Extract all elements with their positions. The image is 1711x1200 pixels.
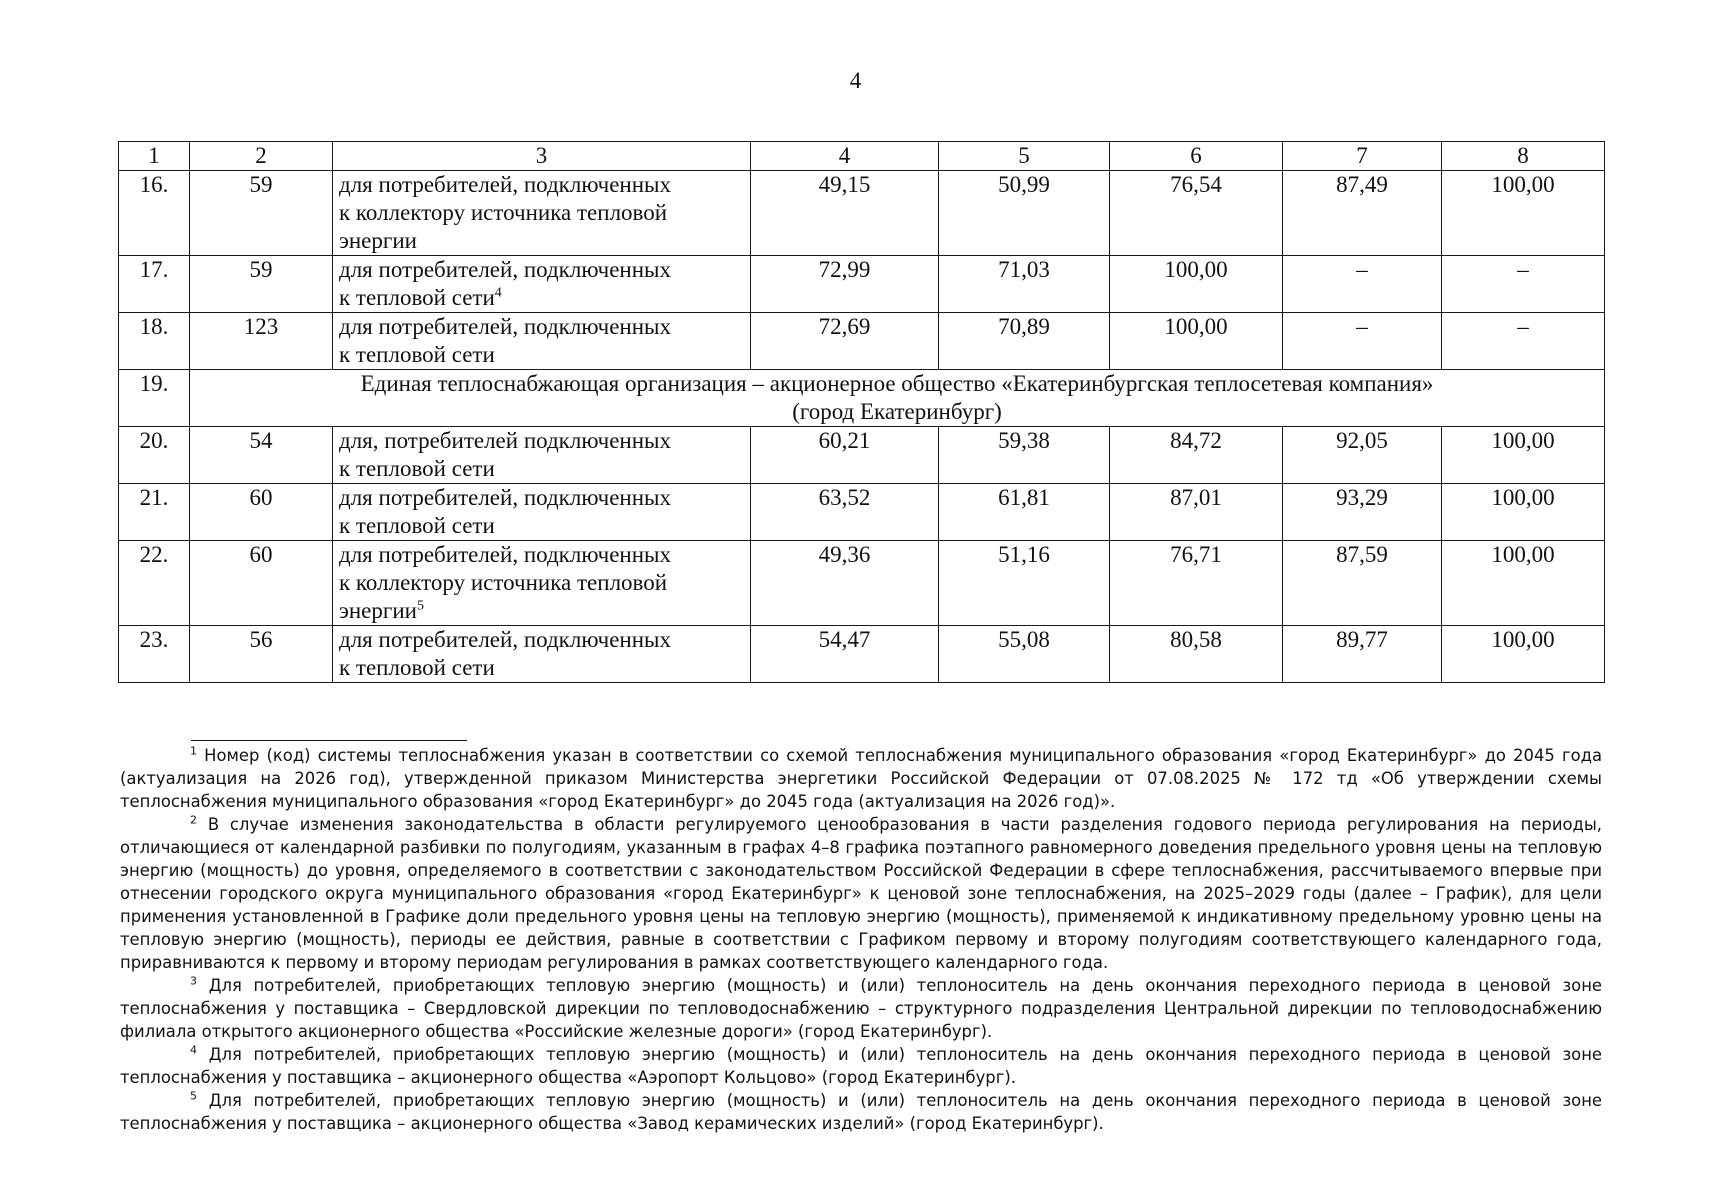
value-cell: 87,59	[1283, 541, 1442, 626]
value-cell: 87,49	[1283, 171, 1442, 256]
consumer-description-cell: для потребителей, подключенных к тепловой сети	[333, 313, 751, 370]
footnote-mark: 1	[190, 744, 197, 758]
system-code-cell: 60	[190, 541, 333, 626]
table-section-row	[119, 370, 1605, 427]
row-number-cell: 23.	[119, 626, 190, 683]
row-number-cell: 19.	[119, 370, 190, 427]
value-cell: 100,00	[1442, 484, 1605, 541]
value-cell: 76,54	[1110, 171, 1283, 256]
value-cell: 100,00	[1442, 171, 1605, 256]
value-cell: –	[1442, 256, 1605, 313]
consumer-description-cell: для потребителей, подключенных к коллектору источника тепловой энергии	[333, 171, 751, 256]
table-header-row	[119, 142, 1605, 171]
value-cell: 100,00	[1110, 313, 1283, 370]
system-code-cell: 59	[190, 256, 333, 313]
value-cell: 61,81	[939, 484, 1110, 541]
system-code-cell: 54	[190, 427, 333, 484]
row-number-cell: 18.	[119, 313, 190, 370]
footnote-text: Для потребителей, приобретающих тепловую энергию (мощность) и (или) теплоноситель на день окончания переходного периода в ценовой зоне теплоснабжения у поставщика – акционерного общества «Завод керамических изделий» (город Екатеринбург).	[120, 1091, 1602, 1133]
footnote	[120, 974, 1602, 1043]
value-cell: 49,36	[751, 541, 939, 626]
consumer-description-cell: для потребителей, подключенных к тепловой сети	[333, 626, 751, 683]
section-heading-cell: Единая теплоснабжающая организация – акционерное общество «Екатеринбургская теплосетевая компания» (город Екатеринбург)	[190, 370, 1605, 427]
system-code-cell: 123	[190, 313, 333, 370]
footnote-reference: 5	[416, 598, 424, 614]
value-cell: 70,89	[939, 313, 1110, 370]
footnote	[120, 1043, 1602, 1089]
value-cell: 51,16	[939, 541, 1110, 626]
value-cell: 76,71	[1110, 541, 1283, 626]
value-cell: 89,77	[1283, 626, 1442, 683]
value-cell: 93,29	[1283, 484, 1442, 541]
footnotes	[120, 744, 1602, 1135]
value-cell: 100,00	[1442, 626, 1605, 683]
header-cell: 7	[1283, 142, 1442, 171]
footnote	[120, 1089, 1602, 1135]
header-cell: 5	[939, 142, 1110, 171]
row-number-cell: 17.	[119, 256, 190, 313]
value-cell: 60,21	[751, 427, 939, 484]
value-cell: 55,08	[939, 626, 1110, 683]
footnote	[120, 813, 1602, 974]
table-row	[119, 256, 1605, 313]
footnote-mark: 5	[190, 1089, 197, 1103]
table-row	[119, 171, 1605, 256]
footnote-mark: 3	[190, 974, 197, 988]
value-cell: 63,52	[751, 484, 939, 541]
value-cell: 100,00	[1442, 427, 1605, 484]
footnote-reference: 4	[494, 285, 502, 301]
value-cell: 72,99	[751, 256, 939, 313]
value-cell: –	[1442, 313, 1605, 370]
row-number-cell: 20.	[119, 427, 190, 484]
header-cell: 3	[333, 142, 751, 171]
footnote-text: В случае изменения законодательства в области регулируемого ценообразования в части разделения годового периода регулирования на периоды, отличающиеся от календарной разбивки по полугодиям, указанным в графах 4–8 графика поэтапного равномерного доведения предельного уровня цены на тепловую энергию (мощность) до уровня, определяемого в соответствии с законодательством Российской Федерации в сфере теплоснабжения, рассчитываемого впервые при отнесении городского округа муниципального образования «город Екатеринбург» к ценовой зоне теплоснабжения, на 2025–2029 годы (далее – График), для цели применения установленной в Графике доли предельного уровня цены на тепловую энергию (мощность), применяемой к индикативному предельному уровню цены на тепловую энергию (мощность), периоды ее действия, равные в соответствии с Графиком первому и второму полугодиям соответствующего календарного года, приравниваются к первому и второму периодам регулирования в рамках соответствующего календарного года.	[120, 815, 1602, 972]
header-cell: 6	[1110, 142, 1283, 171]
footnote-mark: 2	[190, 813, 197, 827]
page-number: 4	[849, 68, 862, 93]
value-cell: 50,99	[939, 171, 1110, 256]
value-cell: 87,01	[1110, 484, 1283, 541]
system-code-cell: 59	[190, 171, 333, 256]
footnote	[120, 744, 1602, 813]
consumer-description-cell: для потребителей, подключенных к тепловой сети$^4$	[333, 256, 751, 313]
table-row	[119, 541, 1605, 626]
value-cell: –	[1283, 313, 1442, 370]
value-cell: 100,00	[1110, 256, 1283, 313]
row-number-cell: 22.	[119, 541, 190, 626]
header-cell: 2	[190, 142, 333, 171]
value-cell: –	[1283, 256, 1442, 313]
footnote-text: Для потребителей, приобретающих тепловую энергию (мощность) и (или) теплоноситель на день окончания переходного периода в ценовой зоне теплоснабжения у поставщика – акционерного общества «Аэропорт Кольцово» (город Екатеринбург).	[120, 1045, 1602, 1087]
consumer-description-cell: для потребителей, подключенных к коллектору источника тепловой энергии$^5$	[333, 541, 751, 626]
value-cell: 71,03	[939, 256, 1110, 313]
value-cell: 100,00	[1442, 541, 1605, 626]
value-cell: 72,69	[751, 313, 939, 370]
header-cell: 8	[1442, 142, 1605, 171]
header-cell: 4	[751, 142, 939, 171]
footnote-mark: 4	[190, 1043, 197, 1057]
value-cell: 54,47	[751, 626, 939, 683]
table-row	[119, 427, 1605, 484]
footnote-separator	[191, 740, 467, 741]
value-cell: 49,15	[751, 171, 939, 256]
system-code-cell: 56	[190, 626, 333, 683]
table-row	[119, 484, 1605, 541]
consumer-description-cell: для, потребителей подключенных к тепловой сети	[333, 427, 751, 484]
value-cell: 59,38	[939, 427, 1110, 484]
table-row	[119, 313, 1605, 370]
header-cell: 1	[119, 142, 190, 171]
value-cell: 80,58	[1110, 626, 1283, 683]
row-number-cell: 16.	[119, 171, 190, 256]
consumer-description-cell: для потребителей, подключенных к тепловой сети	[333, 484, 751, 541]
table-row	[119, 626, 1605, 683]
value-cell: 92,05	[1283, 427, 1442, 484]
system-code-cell: 60	[190, 484, 333, 541]
footnote-text: Для потребителей, приобретающих тепловую энергию (мощность) и (или) теплоноситель на день окончания переходного периода в ценовой зоне теплоснабжения у поставщика – Свердловской дирекции по тепловодоснабжению – структурного подразделения Центральной дирекции по тепловодоснабжению филиала открытого акционерного общества «Российские железные дороги» (город Екатеринбург).	[120, 976, 1602, 1041]
row-number-cell: 21.	[119, 484, 190, 541]
footnote-text: Номер (код) системы теплоснабжения указан в соответствии со схемой теплоснабжения муниципального образования «город Екатеринбург» до 2045 года (актуализация на 2026 год), утвержденной приказом Министерства энергетики Российской Федерации от 07.08.2025 № 172 тд «Об утверждении схемы теплоснабжения муниципального образования «город Екатеринбург» до 2045 года (актуализация на 2026 год)».	[120, 746, 1602, 811]
value-cell: 84,72	[1110, 427, 1283, 484]
tariff-table	[118, 141, 1605, 683]
